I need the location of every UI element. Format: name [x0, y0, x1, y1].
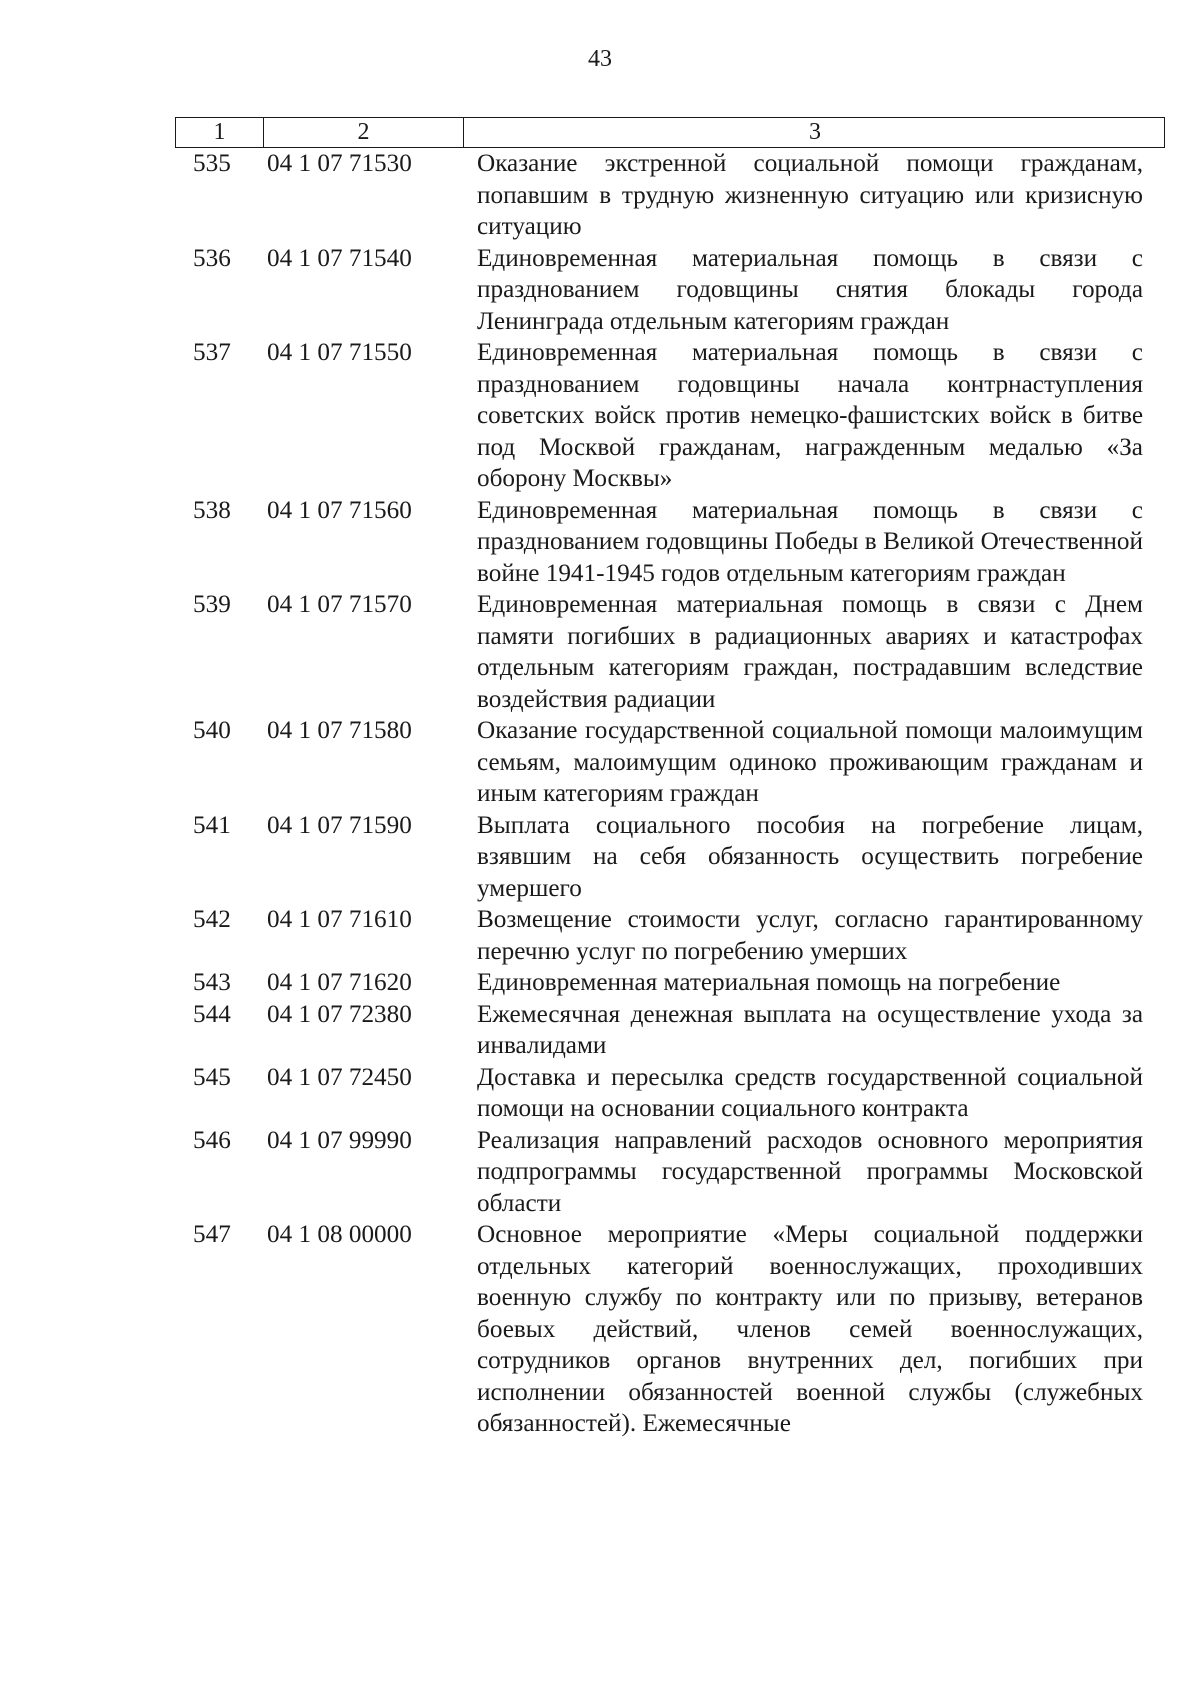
expense-description: Основное мероприятие «Меры социальной поддержки отдельных категорий военнослужащих, проходивших военную службу по контракту или по призыву, ветеранов боевых действий, членов семей военнослужащих, сотрудников органов внутренних дел, погибших при исполнении обязанностей военной службы (служебных обязанностей). Ежемесячные — [477, 1221, 1143, 1437]
expense-description: Единовременная материальная помощь в связи с празднованием годовщины начала контрнаступления советских войск против немецко-фашистских войск в битве под Москвой гражданам, награжденным медалью «За оборону Москвы» — [477, 339, 1143, 492]
classification-code: 04 1 07 71610 — [267, 906, 412, 933]
table-row — [175, 1062, 1165, 1125]
expense-description: Ежемесячная денежная выплата на осуществление ухода за инвалидами — [477, 1000, 1143, 1059]
expense-description: Возмещение стоимости услуг, согласно гарантированному перечню услуг по погребению умерших — [477, 906, 1143, 965]
table-row — [175, 999, 1165, 1062]
table-row — [175, 967, 1165, 999]
expense-description: Доставка и пересылка средств государственной социальной помощи на основании социального контракта — [477, 1063, 1143, 1122]
classification-code: 04 1 07 71530 — [267, 150, 412, 177]
row-number: 543 — [193, 969, 231, 996]
row-number: 535 — [193, 150, 231, 177]
row-number: 544 — [193, 1000, 231, 1028]
table-row — [175, 337, 1165, 495]
row-number: 540 — [193, 717, 231, 744]
classification-code: 04 1 07 99990 — [267, 1126, 412, 1154]
table-body — [175, 148, 1165, 1440]
table-row — [175, 715, 1165, 810]
table-row — [175, 810, 1165, 905]
classification-code: 04 1 07 71580 — [267, 717, 412, 744]
column-header-2: 2 — [264, 118, 464, 147]
expense-description: Единовременная материальная помощь в связи с Днем памяти погибших в радиационных авариях и катастрофах отдельным категориям граждан, пострадавшим вследствие воздействия радиации — [477, 591, 1143, 713]
row-number: 537 — [193, 339, 231, 366]
expense-description: Реализация направлений расходов основного мероприятия подпрограммы государственной программы Московской области — [477, 1126, 1143, 1217]
table-row — [175, 904, 1165, 967]
table-row — [175, 589, 1165, 715]
expense-description: Единовременная материальная помощь на погребение — [477, 969, 1061, 996]
row-number: 539 — [193, 591, 231, 618]
row-number: 547 — [193, 1221, 231, 1248]
classification-code: 04 1 07 71590 — [267, 811, 412, 839]
classification-code: 04 1 07 72450 — [267, 1063, 412, 1091]
classification-code: 04 1 07 71540 — [267, 244, 412, 272]
table-row — [175, 1219, 1165, 1440]
table-row — [175, 148, 1165, 243]
expense-description: Выплата социального пособия на погребение лицам, взявшим на себя обязанность осуществить погребение умершего — [477, 811, 1143, 902]
column-header-1: 1 — [176, 118, 264, 147]
row-number: 542 — [193, 906, 231, 933]
classification-code: 04 1 07 71560 — [267, 496, 412, 524]
table-row — [175, 243, 1165, 338]
row-number: 541 — [193, 811, 231, 839]
table-header — [175, 117, 1165, 148]
expense-description: Единовременная материальная помощь в связи с празднованием годовщины Победы в Великой Отечественной войне 1941-1945 годов отдельным категориям граждан — [477, 496, 1143, 587]
column-header-3: 3 — [809, 119, 821, 145]
page-number: 43 — [588, 46, 612, 72]
classification-code: 04 1 07 71550 — [267, 339, 412, 366]
row-number: 536 — [193, 244, 231, 272]
classification-code: 04 1 07 72380 — [267, 1000, 412, 1028]
classification-code: 04 1 07 71570 — [267, 591, 412, 618]
budget-classification-table — [175, 117, 1165, 1440]
expense-description: Единовременная материальная помощь в связи с празднованием годовщины снятия блокады города Ленинграда отдельным категориям граждан — [477, 244, 1143, 335]
row-number: 546 — [193, 1126, 231, 1154]
row-number: 545 — [193, 1063, 231, 1091]
expense-description: Оказание государственной социальной помощи малоимущим семьям, малоимущим одиноко проживающим гражданам и иным категориям граждан — [477, 717, 1143, 807]
table-row — [175, 1125, 1165, 1220]
expense-description: Оказание экстренной социальной помощи гражданам, попавшим в трудную жизненную ситуацию или кризисную ситуацию — [477, 150, 1143, 240]
table-row — [175, 495, 1165, 590]
row-number: 538 — [193, 496, 231, 524]
classification-code: 04 1 07 71620 — [267, 969, 412, 996]
classification-code: 04 1 08 00000 — [267, 1221, 412, 1248]
